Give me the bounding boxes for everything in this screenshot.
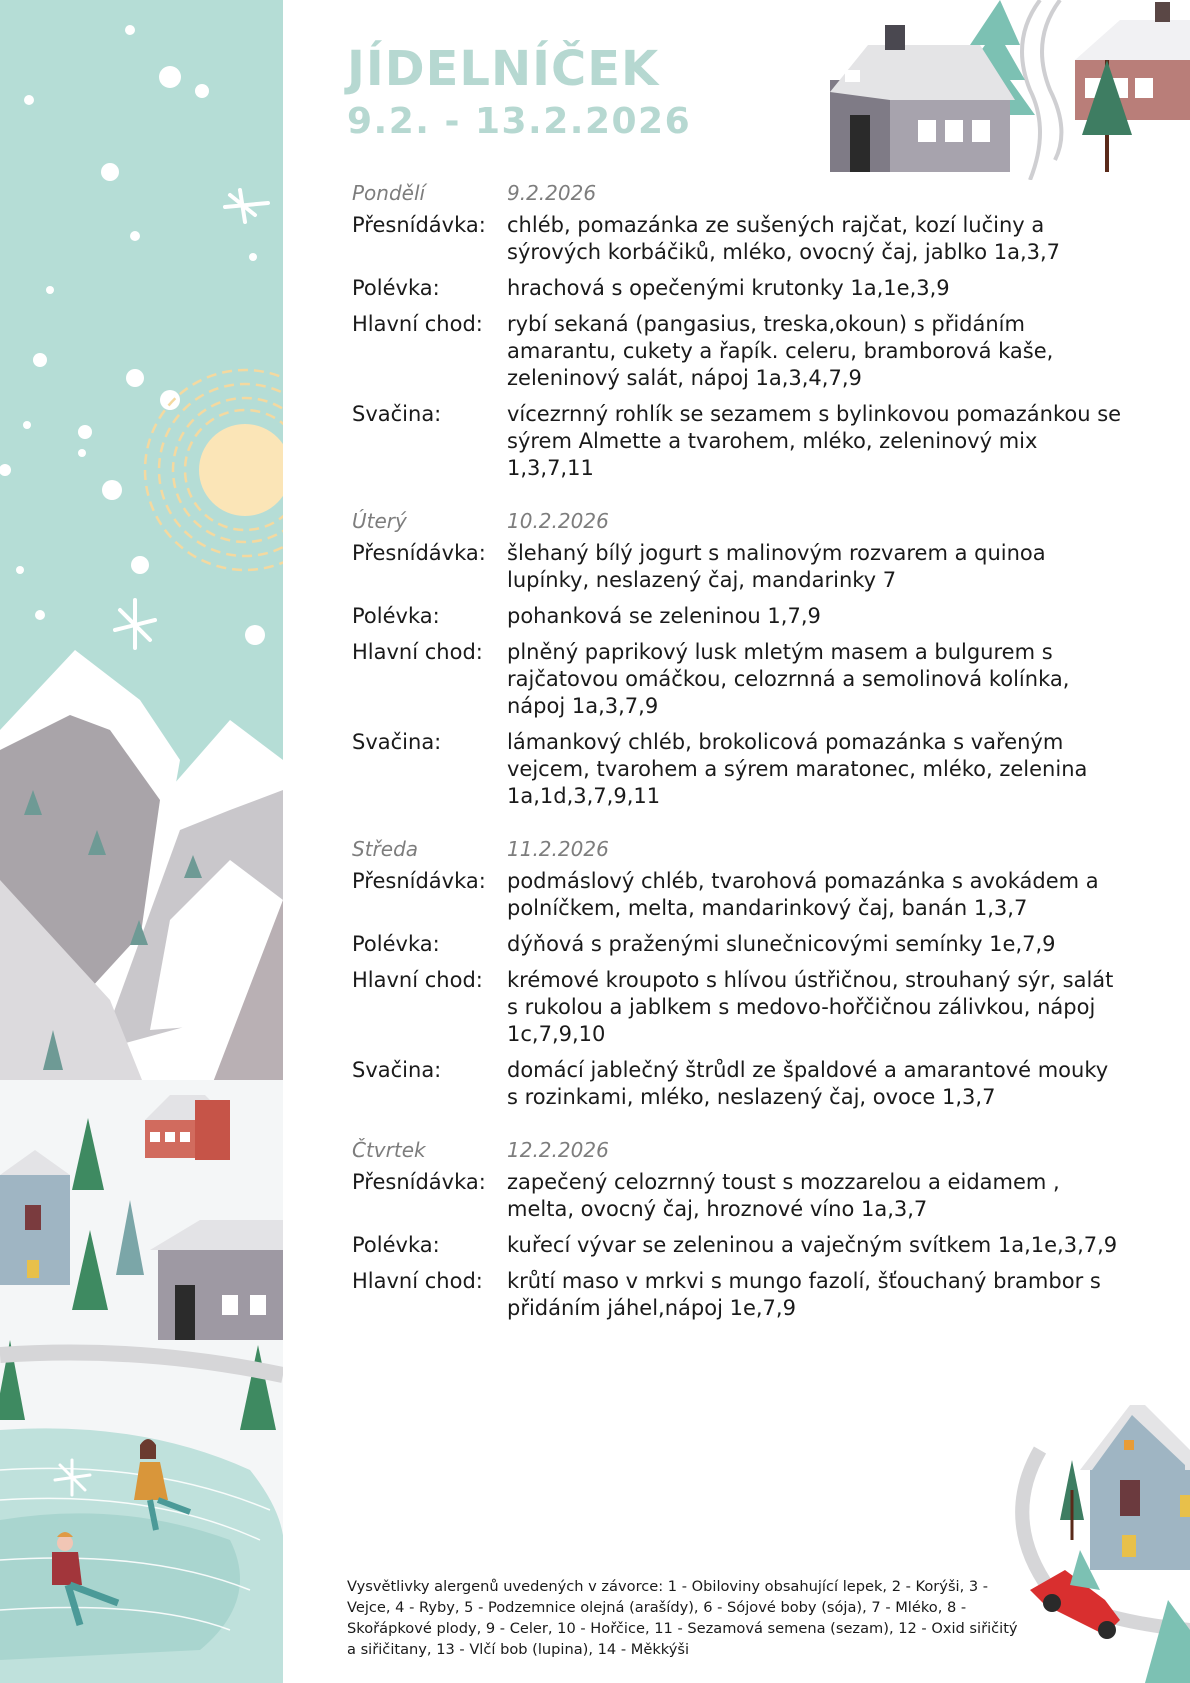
day-header [352, 836, 1122, 862]
day-section-monday [352, 180, 1122, 482]
meal-row [352, 401, 1122, 482]
meal-text: kuřecí vývar se zeleninou a vaječným svítkem 1a,1e,3,7,9 [507, 1233, 1118, 1257]
meal-label: Přesnídávka: [352, 1170, 486, 1194]
meal-text: lámankový chléb, brokolicová pomazánka s vařeným vejcem, tvarohem a sýrem maratonec, mléko, zelenina 1a,1d,3,7,9,11 [507, 730, 1088, 808]
meal-text: plněný paprikový lusk mletým masem a bulgurem s rajčatovou omáčkou, celozrnná a semolinová kolínka, nápoj 1a,3,7,9 [507, 640, 1070, 718]
day-date: 11.2.2026 [507, 837, 609, 861]
day-name: Čtvrtek [352, 1138, 426, 1162]
allergen-legend: Vysvětlivky alergenů uvedených v závorce: 1 - Obiloviny obsahující lepek, 2 - Korýši, 3 - Vejce, 4 - Ryby, 5 - Podzemnice olejná (arašídy), 6 - Sójové boby (sója), 7 - Mléko, 8 - Skořápkové plody, 9 - Celer, 10 - Hořčice, 11 - Sezamová semena (sezam), 12 - Oxid siřičitý a siřičitany, 13 - Vlčí bob (lupina), 14 - Měkkýši [347, 1578, 1018, 1658]
meal-label: Svačina: [352, 1058, 442, 1082]
meal-label: Přesnídávka: [352, 869, 486, 893]
day-date: 12.2.2026 [507, 1138, 609, 1162]
day-section-wednesday [352, 836, 1122, 1111]
meal-label: Polévka: [352, 276, 440, 300]
meal-label: Svačina: [352, 730, 442, 754]
meal-row [352, 1232, 1122, 1259]
meal-row [352, 603, 1122, 630]
meal-text: zapečený celozrnný toust s mozzarelou a eidamem , melta, ovocný čaj, hroznové víno 1a,3,7 [507, 1170, 1060, 1221]
day-header [352, 508, 1122, 534]
houses-illustration [830, 0, 1190, 180]
meal-row [352, 540, 1122, 594]
meal-text: vícezrnný rohlík se sezamem s bylinkovou pomazánkou se sýrem Almette a tvarohem, mléko, zeleninový mix 1,3,7,11 [507, 402, 1122, 480]
pink-house-icon [1075, 2, 1190, 120]
meal-row [352, 1169, 1122, 1223]
day-name: Středa [352, 837, 419, 861]
meal-label: Hlavní chod: [352, 968, 483, 992]
day-section-thursday [352, 1137, 1122, 1322]
meal-label: Hlavní chod: [352, 312, 483, 336]
page-title [347, 40, 691, 144]
day-name: Úterý [352, 509, 407, 533]
weekly-menu [352, 180, 1122, 1348]
meal-row [352, 1057, 1122, 1111]
meal-row [352, 729, 1122, 810]
meal-label: Svačina: [352, 402, 442, 426]
meal-text: domácí jablečný štrůdl ze špaldové a amarantové mouky s rozinkami, mléko, neslazený čaj, ovoce 1,3,7 [507, 1058, 1109, 1109]
meal-text: pohanková se zeleninou 1,7,9 [507, 604, 821, 628]
winter-landscape-illustration [0, 0, 283, 1683]
day-date: 9.2.2026 [507, 181, 597, 205]
meal-text: krémové kroupoto s hlívou ústřičnou, strouhaný sýr, salát s rukolou a jablkem s medovo-hořčičnou zálivkou, nápoj 1c,7,9,10 [507, 968, 1114, 1046]
meal-text: dýňová s praženými slunečnicovými semínky 1e,7,9 [507, 932, 1056, 956]
house-car-illustration [1010, 1390, 1190, 1683]
meal-label: Polévka: [352, 932, 440, 956]
meal-label: Polévka: [352, 604, 440, 628]
meal-row [352, 275, 1122, 302]
meal-label: Hlavní chod: [352, 640, 483, 664]
meal-label: Hlavní chod: [352, 1269, 483, 1293]
meal-label: Polévka: [352, 1233, 440, 1257]
meal-text: krůtí maso v mrkvi s mungo fazolí, šťouchaný brambor s přidáním jáhel,nápoj 1e,7,9 [507, 1269, 1101, 1320]
title-date-range: 9.2. - 13.2.2026 [347, 101, 692, 142]
meal-row [352, 868, 1122, 922]
meal-text: šlehaný bílý jogurt s malinovým rozvarem a quinoa lupínky, neslazený čaj, mandarinky 7 [507, 541, 1046, 592]
meal-label: Přesnídávka: [352, 213, 486, 237]
meal-row [352, 311, 1122, 392]
day-header [352, 1137, 1122, 1163]
meal-text: rybí sekaná (pangasius, treska,okoun) s přidáním amarantu, cukety a řapík. celeru, bramborová kaše, zeleninový salát, nápoj 1a,3,4,7,9 [507, 312, 1054, 390]
day-header [352, 180, 1122, 206]
day-section-tuesday [352, 508, 1122, 810]
day-date: 10.2.2026 [507, 509, 609, 533]
meal-row [352, 212, 1122, 266]
meal-text: podmáslový chléb, tvarohová pomazánka s avokádem a polníčkem, melta, mandarinkový čaj, banán 1,3,7 [507, 869, 1099, 920]
meal-text: hrachová s opečenými krutonky 1a,1e,3,9 [507, 276, 950, 300]
meal-row [352, 1268, 1122, 1322]
meal-text: chléb, pomazánka ze sušených rajčat, kozí lučiny a sýrových korbáčiků, mléko, ovocný čaj, jablko 1a,3,7 [507, 213, 1061, 264]
meal-row [352, 639, 1122, 720]
meal-label: Přesnídávka: [352, 541, 486, 565]
title-heading: JÍDELNÍČEK [347, 41, 660, 97]
meal-row [352, 967, 1122, 1048]
meal-row [352, 931, 1122, 958]
day-name: Pondělí [352, 181, 426, 205]
